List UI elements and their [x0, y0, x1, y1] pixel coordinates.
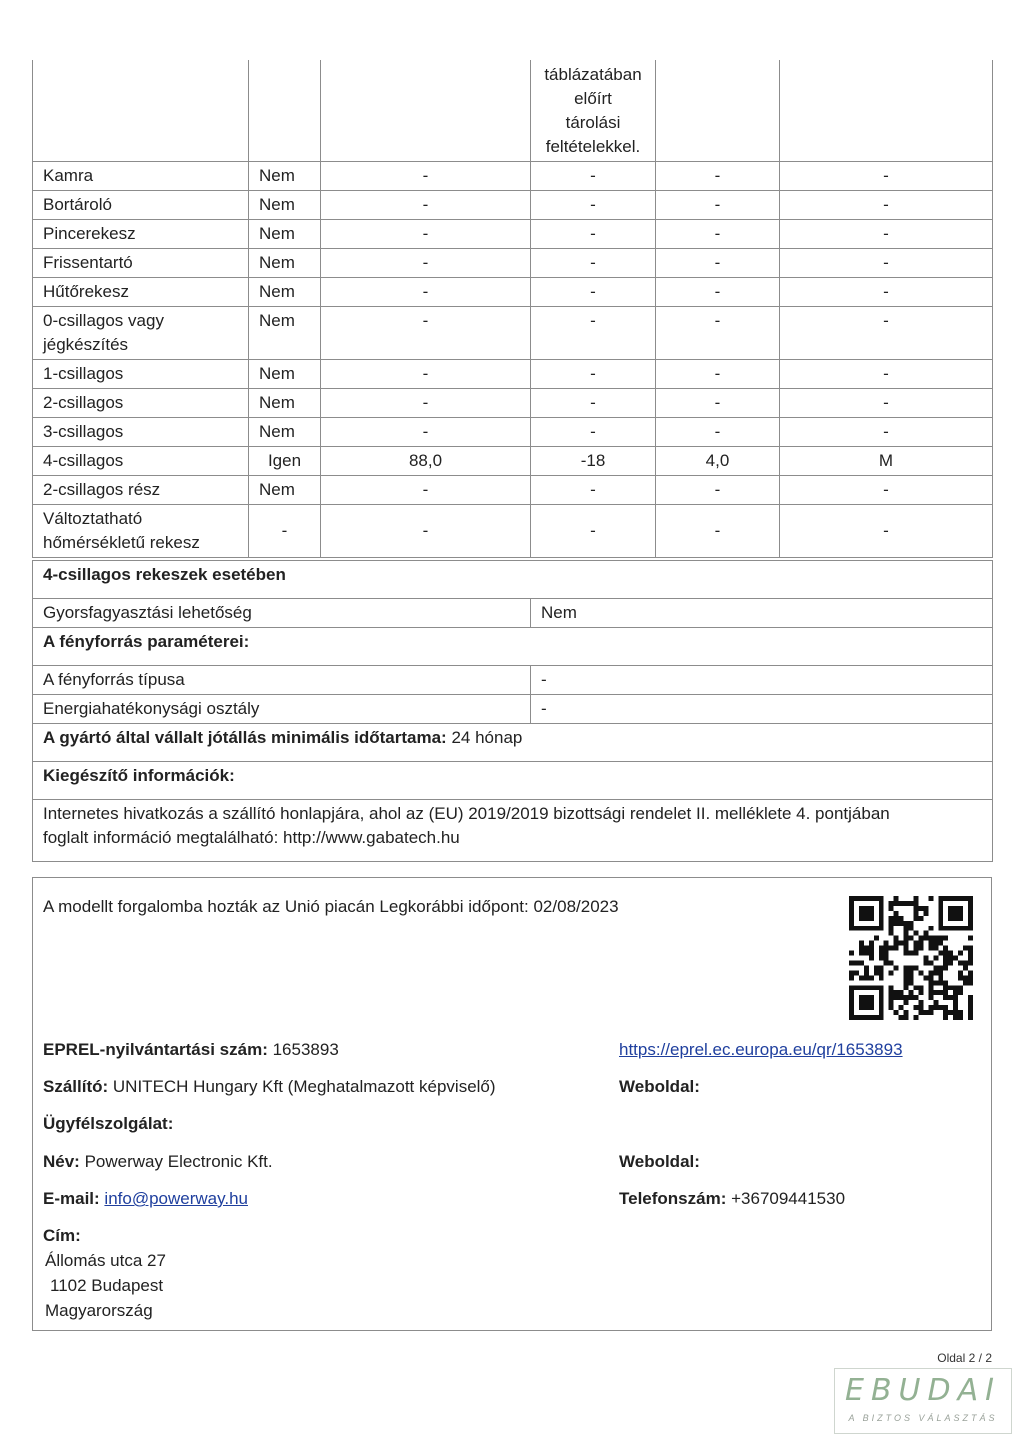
- table-row: [33, 666, 993, 695]
- table-row: [33, 762, 993, 800]
- four-star-heading: 4-csillagos rekeszek esetében: [33, 561, 993, 599]
- page-label: Oldal: [937, 1351, 966, 1365]
- table-cell: -: [780, 219, 993, 248]
- table-cell: -: [531, 161, 656, 190]
- table-cell: -: [656, 277, 780, 306]
- name-value: Powerway Electronic Kft.: [84, 1152, 273, 1171]
- table-row: [33, 561, 993, 599]
- cell-text: feltételekkel.: [545, 136, 641, 156]
- table-cell: -: [656, 190, 780, 219]
- energy-class-label: Energiahatékonysági osztály: [33, 695, 531, 724]
- table-cell: -: [780, 504, 993, 557]
- address-street: Állomás utca 27: [45, 1251, 166, 1270]
- website-label: Weboldal:: [619, 1077, 700, 1096]
- compartment-name: [33, 504, 249, 557]
- compartment-present: Igen: [249, 446, 321, 475]
- page-total: 2: [985, 1351, 992, 1365]
- table-cell: -: [531, 475, 656, 504]
- cell-text: előírt: [574, 88, 612, 108]
- name-line: [43, 1150, 273, 1174]
- compartment-name: 2-csillagos: [33, 388, 249, 417]
- table-cell: -: [780, 359, 993, 388]
- eprel-value: 1653893: [272, 1040, 339, 1059]
- table-cell: -: [780, 475, 993, 504]
- light-source-heading: A fényforrás paraméterei:: [33, 628, 993, 666]
- table-row: [33, 248, 993, 277]
- compartment-present: Nem: [249, 475, 321, 504]
- address-label: Cím:: [43, 1226, 81, 1245]
- table-row: [33, 190, 993, 219]
- table-cell: -: [531, 190, 656, 219]
- table-cell: -: [656, 219, 780, 248]
- table-row: [33, 628, 993, 666]
- table-cell: -: [321, 417, 531, 446]
- table-cell: M: [780, 446, 993, 475]
- compartment-name: 3-csillagos: [33, 417, 249, 446]
- email-link[interactable]: info@powerway.hu: [104, 1189, 248, 1208]
- compartment-table: [32, 60, 993, 558]
- logo-wordmark: EBUDAI: [845, 1373, 1001, 1408]
- fast-freeze-label: Gyorsfagyasztási lehetőség: [33, 599, 531, 628]
- table-row: [33, 388, 993, 417]
- market-date-text: A modellt forgalomba hozták az Unió piacán Legkorábbi időpont: 02/08/2023: [43, 897, 619, 916]
- compartment-name: Frissentartó: [33, 248, 249, 277]
- table-cell: -: [780, 417, 993, 446]
- table-cell: -: [656, 161, 780, 190]
- customer-service-label: Ügyfélszolgálat:: [43, 1114, 174, 1133]
- eprel-line: [43, 1038, 339, 1062]
- compartment-present: Nem: [249, 190, 321, 219]
- table-cell: -: [656, 417, 780, 446]
- email-line: [43, 1187, 248, 1211]
- phone-line: [619, 1187, 845, 1211]
- cell-text: Változtatható: [43, 508, 143, 528]
- compartment-name: Pincerekesz: [33, 219, 249, 248]
- table-row: [33, 475, 993, 504]
- table-cell: [321, 60, 531, 161]
- table-cell: -: [531, 306, 656, 359]
- compartment-present: Nem: [249, 417, 321, 446]
- table-cell: -: [656, 306, 780, 359]
- table-row: [33, 599, 993, 628]
- logo-tagline: A BIZTOS VÁLASZTÁS: [848, 1413, 998, 1423]
- compartment-present: Nem: [249, 359, 321, 388]
- cell-text: 0-csillagos vagy: [43, 310, 164, 330]
- energy-class-value: -: [531, 695, 993, 724]
- table-row: [33, 417, 993, 446]
- supplier-line: [43, 1075, 496, 1099]
- table-cell: -: [780, 190, 993, 219]
- address-city: 1102 Budapest: [50, 1276, 164, 1295]
- cell-text: jégkészítés: [43, 334, 129, 354]
- table-cell: -18: [531, 446, 656, 475]
- page-number: Oldal 2 / 2: [937, 1351, 992, 1365]
- table-cell: -: [780, 161, 993, 190]
- table-cell: -: [321, 306, 531, 359]
- supplier-label: Szállító:: [43, 1077, 109, 1096]
- cell-text: Internetes hivatkozás a szállító honlapjára, ahol az (EU) 2019/2019 bizottsági rendelet II. melléklete 4. pontjában: [43, 804, 890, 823]
- table-cell: -: [656, 248, 780, 277]
- compartment-name: [33, 306, 249, 359]
- table-row: [33, 306, 993, 359]
- compartment-present: Nem: [249, 219, 321, 248]
- table-cell: -: [531, 277, 656, 306]
- compartment-name: Bortároló: [33, 190, 249, 219]
- table-cell: -: [780, 248, 993, 277]
- table-cell: -: [656, 504, 780, 557]
- light-type-label: A fényforrás típusa: [33, 666, 531, 695]
- table-row: [33, 446, 993, 475]
- table-cell: -: [321, 219, 531, 248]
- table-cell: [249, 60, 321, 161]
- table-row: [33, 724, 993, 762]
- email-label: E-mail:: [43, 1189, 100, 1208]
- name-label: Név:: [43, 1152, 80, 1171]
- table-cell: -: [321, 277, 531, 306]
- table-cell: -: [321, 248, 531, 277]
- storage-conditions-cell: [531, 60, 656, 161]
- extra-info-text: [33, 800, 993, 862]
- table-cell: -: [780, 306, 993, 359]
- compartment-present: Nem: [249, 277, 321, 306]
- table-cell: -: [531, 248, 656, 277]
- table-cell: -: [780, 388, 993, 417]
- table-cell: 88,0: [321, 446, 531, 475]
- table-cell: -: [531, 417, 656, 446]
- table-cell: -: [321, 388, 531, 417]
- fast-freeze-value: Nem: [531, 599, 993, 628]
- ebudai-logo: [834, 1368, 1012, 1434]
- table-row: [33, 695, 993, 724]
- table-cell: -: [780, 277, 993, 306]
- cell-text: táblázatában: [544, 64, 642, 84]
- warranty-value: 24 hónap: [451, 728, 523, 747]
- compartment-present: Nem: [249, 161, 321, 190]
- table-cell: [656, 60, 780, 161]
- compartment-name: Hűtőrekesz: [33, 277, 249, 306]
- table-row: [33, 359, 993, 388]
- table-cell: -: [321, 475, 531, 504]
- table-cell: [33, 60, 249, 161]
- extra-info-heading: Kiegészítő információk:: [33, 762, 993, 800]
- warranty-cell: [33, 724, 993, 762]
- qr-code-icon[interactable]: [849, 896, 973, 1020]
- table-cell: -: [531, 219, 656, 248]
- compartment-name: Kamra: [33, 161, 249, 190]
- table-cell: 4,0: [656, 446, 780, 475]
- table-row: [33, 161, 993, 190]
- phone-value: +36709441530: [731, 1189, 846, 1208]
- compartment-name: 2-csillagos rész: [33, 475, 249, 504]
- supplier-info-box: [32, 877, 992, 1331]
- table-cell: -: [531, 504, 656, 557]
- table-cell: -: [656, 388, 780, 417]
- eprel-link[interactable]: https://eprel.ec.europa.eu/qr/1653893: [619, 1040, 903, 1059]
- page-current: 2: [968, 1351, 976, 1365]
- light-type-value: -: [531, 666, 993, 695]
- table-row: [33, 219, 993, 248]
- address-country: Magyarország: [45, 1301, 153, 1320]
- table-row: [33, 60, 993, 161]
- table-row: [33, 800, 993, 862]
- table-cell: -: [321, 504, 531, 557]
- compartment-present: -: [249, 504, 321, 557]
- compartment-name: 1-csillagos: [33, 359, 249, 388]
- cell-text: tárolási: [565, 112, 621, 132]
- eprel-label: EPREL-nyilvántartási szám:: [43, 1040, 268, 1059]
- cell-text: hőmérsékletű rekesz: [43, 532, 200, 552]
- phone-label: Telefonszám:: [619, 1189, 727, 1208]
- warranty-label: A gyártó által vállalt jótállás minimális időtartama:: [43, 728, 447, 747]
- table-cell: -: [531, 388, 656, 417]
- table-cell: -: [321, 161, 531, 190]
- table-cell: -: [321, 359, 531, 388]
- compartment-name: 4-csillagos: [33, 446, 249, 475]
- table-cell: [780, 60, 993, 161]
- compartment-present: Nem: [249, 306, 321, 359]
- table-cell: -: [656, 359, 780, 388]
- table-cell: -: [656, 475, 780, 504]
- supplier-value: UNITECH Hungary Kft (Meghatalmazott képviselő): [112, 1077, 496, 1096]
- compartment-present: Nem: [249, 248, 321, 277]
- table-cell: -: [321, 190, 531, 219]
- parameters-table: [32, 560, 993, 862]
- table-row: [33, 504, 993, 557]
- table-cell: -: [531, 359, 656, 388]
- website-label: Weboldal:: [619, 1152, 700, 1171]
- table-row: [33, 277, 993, 306]
- cell-text: foglalt információ megtalálható: http://www.gabatech.hu: [43, 828, 460, 847]
- compartment-present: Nem: [249, 388, 321, 417]
